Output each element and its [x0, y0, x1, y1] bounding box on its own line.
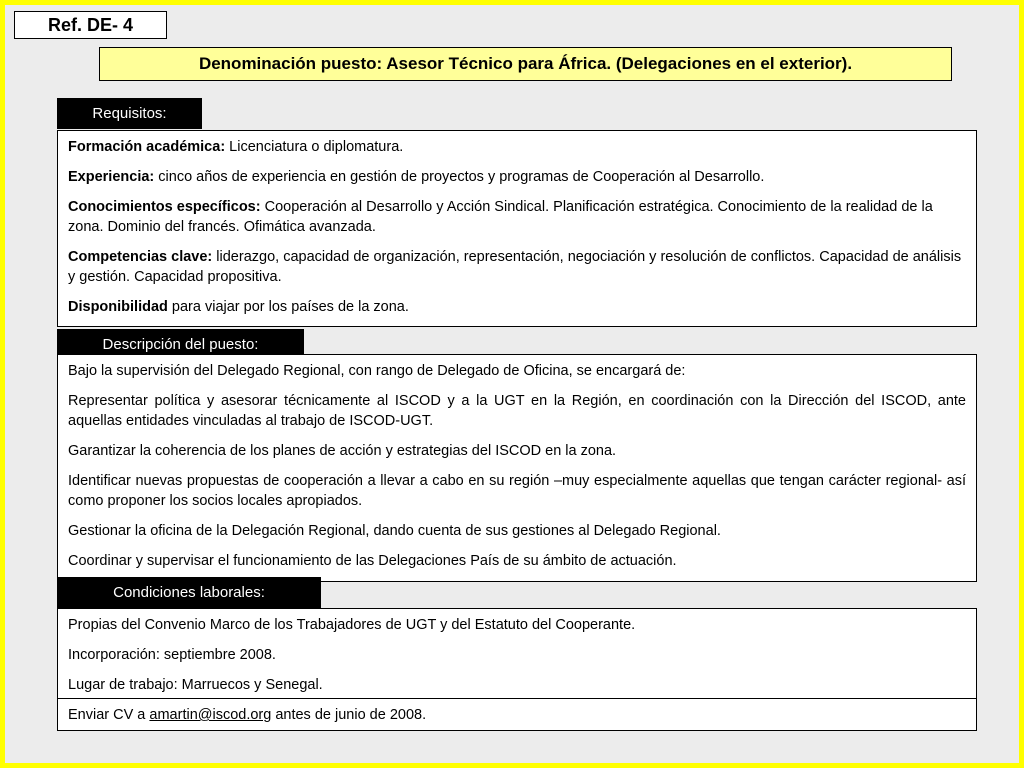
condiciones-item: Incorporación: septiembre 2008.: [68, 647, 276, 663]
conocimientos-line: [68, 197, 966, 237]
enviar-prefix: Enviar CV a: [68, 707, 150, 723]
disponibilidad-line: [68, 297, 966, 317]
descripcion-item: Identificar nuevas propuestas de cooperación a llevar a cabo en su región –muy especialmente aquellas que tengan carácter regional- así como proponer los socios locales apropiados.: [68, 473, 966, 509]
conocimientos-label: Conocimientos específicos:: [68, 199, 261, 215]
enviar-box: [57, 698, 977, 731]
descripcion-box: [57, 354, 977, 582]
experiencia-line: [68, 167, 966, 187]
descripcion-item: Gestionar la oficina de la Delegación Regional, dando cuenta de sus gestiones al Delegado Regional.: [68, 523, 721, 539]
requisitos-tab: Requisitos:: [57, 98, 202, 129]
formacion-label: Formación académica:: [68, 139, 226, 155]
disponibilidad-label: Disponibilidad: [68, 299, 168, 315]
reference-code: Ref. DE- 4: [14, 11, 167, 39]
condiciones-item: Lugar de trabajo: Marruecos y Senegal.: [68, 677, 323, 693]
experiencia-label: Experiencia:: [68, 169, 155, 185]
formacion-line: [68, 137, 966, 157]
descripcion-item: Bajo la supervisión del Delegado Regional, con rango de Delegado de Oficina, se encargará de:: [68, 363, 686, 379]
competencias-text: liderazgo, capacidad de organización, representación, negociación y resolución de conflictos. Capacidad de análisis y gestión. Capacidad propositiva.: [68, 249, 962, 285]
job-title: Denominación puesto: Asesor Técnico para África. (Delegaciones en el exterior).: [99, 47, 952, 81]
condiciones-box: [57, 608, 977, 699]
enviar-suffix: antes de junio de 2008.: [271, 707, 427, 723]
disponibilidad-text: para viajar por los países de la zona.: [167, 299, 409, 315]
condiciones-item: Propias del Convenio Marco de los Trabajadores de UGT y del Estatuto del Cooperante.: [68, 617, 636, 633]
email-link[interactable]: amartin@iscod.org: [149, 707, 272, 723]
descripcion-tab: Descripción del puesto:: [57, 329, 304, 360]
competencias-line: [68, 247, 966, 287]
condiciones-tab: Condiciones laborales:: [57, 577, 321, 608]
experiencia-text: cinco años de experiencia en gestión de proyectos y programas de Cooperación al Desarrollo.: [154, 169, 765, 185]
requisitos-box: [57, 130, 977, 327]
competencias-label: Competencias clave:: [68, 249, 213, 265]
descripcion-item: Representar política y asesorar técnicamente al ISCOD y a la UGT en la Región, en coordinación con la Dirección del ISCOD, ante aquellas entidades vinculadas al trabajo de ISCOD-UGT.: [68, 393, 966, 429]
descripcion-item: Coordinar y supervisar el funcionamiento de las Delegaciones País de su ámbito de actuación.: [68, 553, 677, 569]
descripcion-item: Garantizar la coherencia de los planes de acción y estrategias del ISCOD en la zona.: [68, 443, 617, 459]
conocimientos-text: Cooperación al Desarrollo y Acción Sindical. Planificación estratégica. Conocimiento de la realidad de la zona. Dominio del francés. Ofimática avanzada.: [68, 199, 933, 235]
formacion-text: Licenciatura o diplomatura.: [225, 139, 404, 155]
